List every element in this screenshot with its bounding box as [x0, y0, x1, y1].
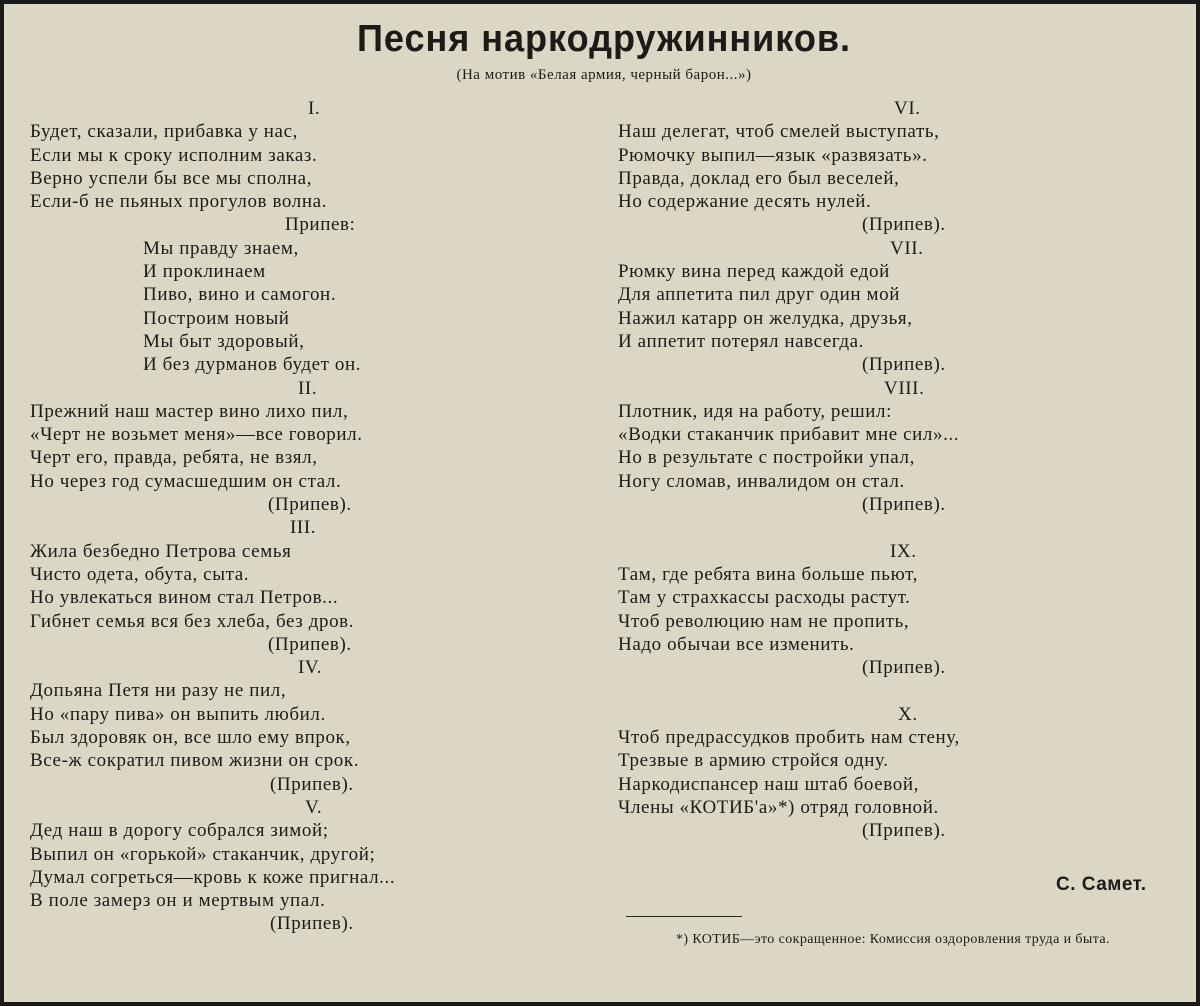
- verse-heading: (Припев).: [862, 354, 946, 376]
- verse-heading: VII.: [890, 237, 924, 259]
- verse-heading: VIII.: [884, 377, 925, 399]
- verse-heading: [618, 516, 1198, 539]
- verse-heading: (Припев).: [270, 773, 354, 795]
- verse-line: Выпил он «горькой» стаканчик, другой;: [30, 843, 376, 865]
- verse-heading: (Припев).: [862, 657, 946, 679]
- verse-heading: I.: [308, 98, 321, 119]
- left-column: [30, 97, 570, 936]
- verse-line: Плотник, идя на работу, решил:: [618, 400, 892, 422]
- verse-line: Наш делегат, чтоб смелей выступать,: [618, 121, 940, 143]
- verse-line: Для аппетита пил друг один мой: [618, 284, 900, 306]
- verse-line: Ногу сломав, инвалидом он стал.: [618, 470, 905, 492]
- newspaper-page: [4, 4, 1196, 1002]
- verse-heading: Припев:: [285, 214, 356, 236]
- verse-line: Наркодиспансер наш штаб боевой,: [618, 773, 919, 795]
- verse-heading: VI.: [894, 98, 921, 119]
- verse-line: Если мы к сроку исполним заказ.: [30, 144, 318, 166]
- verse-line: Трезвые в армию стройся одну.: [618, 750, 889, 772]
- verse-line: Черт его, правда, ребята, не взял,: [30, 447, 318, 469]
- verse-heading: IV.: [298, 657, 323, 679]
- verse-line: Прежний наш мастер вино лихо пил,: [30, 400, 349, 422]
- right-column: [618, 97, 1198, 843]
- verse-line: «Водки стаканчик прибавит мне сил»...: [618, 424, 960, 446]
- verse-line: Жила безбедно Петрова семья: [30, 540, 292, 562]
- verse-heading: III.: [290, 517, 317, 539]
- verse-line: Дед наш в дорогу собрался зимой;: [30, 820, 329, 842]
- verse-line: Нажил катарр он желудка, друзья,: [618, 307, 913, 329]
- verse-line: Мы быт здоровый,: [143, 330, 305, 352]
- verse-line: Будет, сказали, прибавка у нас,: [30, 121, 298, 143]
- verse-line: Надо обычаи все изменить.: [618, 633, 855, 655]
- verse-line: Но увлекаться вином стал Петров...: [30, 587, 339, 609]
- verse-line: Чтоб предрассудков пробить нам стену,: [618, 727, 960, 749]
- author-signature: С. Самет.: [1056, 874, 1147, 895]
- footnote-divider: [626, 916, 742, 917]
- verse-line: Построим новый: [143, 307, 290, 329]
- verse-heading: (Припев).: [862, 494, 946, 516]
- verse-heading: (Припев).: [862, 214, 946, 236]
- verse-line: Если-б не пьяных прогулов волна.: [30, 191, 327, 213]
- verse-line: Допьяна Петя ни разу не пил,: [30, 680, 287, 702]
- verse-heading: (Припев).: [270, 913, 354, 935]
- verse-line: Чисто одета, обута, сыта.: [30, 563, 250, 585]
- verse-line: Мы правду знаем,: [143, 237, 299, 259]
- verse-heading: (Припев).: [862, 820, 946, 842]
- verse-line: Гибнет семья вся без хлеба, без дров.: [30, 610, 355, 632]
- verse-line: Думал согреться—кровь к коже пригнал...: [30, 866, 396, 888]
- verse-heading: (Припев).: [268, 494, 352, 516]
- verse-line: Пиво, вино и самогон.: [143, 284, 337, 306]
- verse-line: И без дурманов будет он.: [143, 354, 362, 376]
- verse-heading: V.: [305, 796, 323, 818]
- verse-heading: X.: [898, 703, 918, 725]
- verse-line: И проклинаем: [143, 261, 266, 283]
- verse-line: Верно успели бы все мы сполна,: [30, 167, 313, 189]
- verse-line: Но через год сумасшедшим он стал.: [30, 470, 342, 492]
- verse-line: Рюмочку выпил—язык «развязать».: [618, 144, 928, 166]
- verse-heading: (Припев).: [268, 633, 352, 655]
- verse-line: Но содержание десять нулей.: [618, 191, 872, 213]
- verse-line: И аппетит потерял навсегда.: [618, 330, 865, 352]
- footnote: *) КОТИБ—это сокращенное: Комиссия оздоровления труда и быта.: [676, 932, 1110, 947]
- verse-heading: [618, 679, 1198, 702]
- subtitle: (На мотив «Белая армия, черный барон...»): [456, 67, 752, 83]
- page-title: Песня наркодружинников.: [357, 18, 851, 60]
- verse-line: Но «пару пива» он выпить любил.: [30, 703, 326, 725]
- verse-line: Члены «КОТИБ'а»*) отряд головной.: [618, 796, 939, 818]
- verse-line: Правда, доклад его был веселей,: [618, 167, 900, 189]
- verse-line: Но в результате с постройки упал,: [618, 447, 915, 469]
- verse-line: Рюмку вина перед каждой едой: [618, 261, 890, 283]
- verse-line: Чтоб революцию нам не пропить,: [618, 610, 910, 632]
- verse-line: Все-ж сократил пивом жизни он срок.: [30, 750, 360, 772]
- verse-line: Был здоровяк он, все шло ему впрок,: [30, 727, 351, 749]
- verse-line: Там, где ребята вина больше пьют,: [618, 563, 918, 585]
- verse-heading: II.: [298, 377, 318, 399]
- verse-heading: IX.: [890, 540, 917, 562]
- verse-line: Там у страхкассы расходы растут.: [618, 587, 911, 609]
- verse-line: «Черт не возьмет меня»—все говорил.: [30, 424, 363, 446]
- verse-line: В поле замерз он и мертвым упал.: [30, 890, 326, 912]
